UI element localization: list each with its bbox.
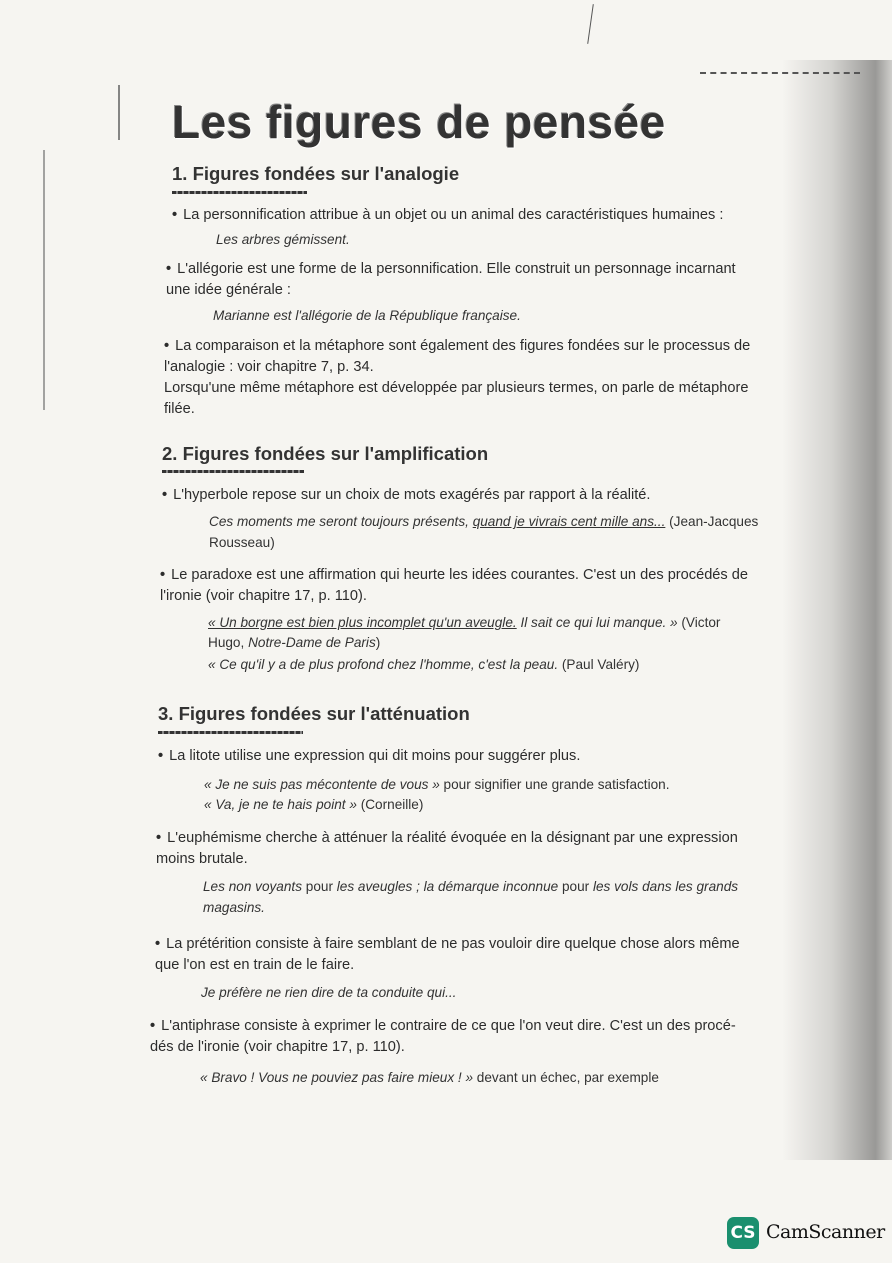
example-text: Les arbres gémissent. — [216, 232, 350, 247]
list-item-cont: une idée générale : — [166, 282, 291, 298]
list-item: • La prétérition consiste à faire semblant de ne pas vouloir dire quelque chose alors même — [155, 936, 740, 952]
list-item: • Le paradoxe est une affirmation qui heurte les idées courantes. C'est un des procédés de — [160, 567, 749, 583]
example-source: Rousseau) — [209, 535, 275, 550]
list-item-cont: l'ironie (voir chapitre 17, p. 110). — [160, 588, 367, 604]
page-title: Les figures de pensée — [172, 96, 666, 148]
list-item: • La comparaison et la métaphore sont également des figures fondées sur le processus de — [164, 338, 751, 354]
example-text: « Je ne suis pas mécontente de vous » pour signifier une grande satisfaction. — [204, 777, 670, 792]
list-item-cont: moins brutale. — [156, 851, 248, 867]
section-heading-3: 3. Figures fondées sur l'atténuation — [158, 703, 470, 724]
example-text: « Ce qu'il y a de plus profond chez l'homme, c'est la peau. (Paul Valéry) — [208, 657, 640, 672]
heading-underline — [162, 470, 304, 473]
list-item-cont: que l'on est en train de le faire. — [155, 957, 355, 973]
scan-shadow — [782, 60, 892, 1160]
example-text: « Bravo ! Vous ne pouviez pas faire mieux ! » devant un échec, par exemple — [200, 1070, 659, 1085]
scan-artifact-line — [43, 150, 45, 410]
list-item: • La litote utilise une expression qui dit moins pour suggérer plus. — [158, 748, 581, 764]
list-item: • L'euphémisme cherche à atténuer la réalité évoquée en la désignant par une expression — [156, 830, 738, 846]
heading-underline — [172, 191, 307, 194]
example-text: Ces moments me seront toujours présents, quand je vivrais cent mille ans... (Jean-Jacques — [209, 514, 759, 529]
list-item: • L'allégorie est une forme de la personnification. Elle construit un personnage incarnant — [166, 261, 736, 277]
list-item-cont: dés de l'ironie (voir chapitre 17, p. 110). — [150, 1039, 405, 1055]
section-heading-1: 1. Figures fondées sur l'analogie — [172, 163, 460, 184]
example-text: « Va, je ne te hais point » (Corneille) — [204, 797, 424, 812]
scan-artifact-tick — [118, 85, 120, 140]
example-source: Hugo, Notre-Dame de Paris) — [208, 635, 381, 650]
list-item-cont: filée. — [164, 401, 195, 417]
example-text: Marianne est l'allégorie de la République française. — [213, 308, 521, 323]
list-item: • L'hyperbole repose sur un choix de mots exagérés par rapport à la réalité. — [162, 487, 651, 503]
example-text: Les non voyants pour les aveugles ; la démarque inconnue pour les vols dans les grands — [203, 879, 739, 894]
heading-underline — [158, 731, 303, 734]
example-text: Je préfère ne rien dire de ta conduite qui... — [201, 985, 457, 1000]
section-heading-2: 2. Figures fondées sur l'amplification — [162, 443, 489, 464]
example-text: magasins. — [203, 900, 265, 915]
example-text: « Un borgne est bien plus incomplet qu'un aveugle. Il sait ce qui lui manque. » (Victor — [208, 615, 721, 630]
scan-artifact-border — [700, 72, 860, 75]
list-item: • L'antiphrase consiste à exprimer le contraire de ce que l'on veut dire. C'est un des procé- — [150, 1018, 736, 1034]
list-item-cont: l'analogie : voir chapitre 7, p. 34. — [164, 359, 374, 375]
camscanner-logo-icon: CS — [727, 1217, 759, 1249]
list-item-cont: Lorsqu'une même métaphore est développée par plusieurs termes, on parle de métaphore — [164, 380, 749, 396]
scan-artifact-top — [587, 4, 594, 44]
list-item: • La personnification attribue à un objet ou un animal des caractéristiques humaines : — [172, 207, 724, 223]
camscanner-watermark-text: CamScanner — [766, 1221, 885, 1243]
